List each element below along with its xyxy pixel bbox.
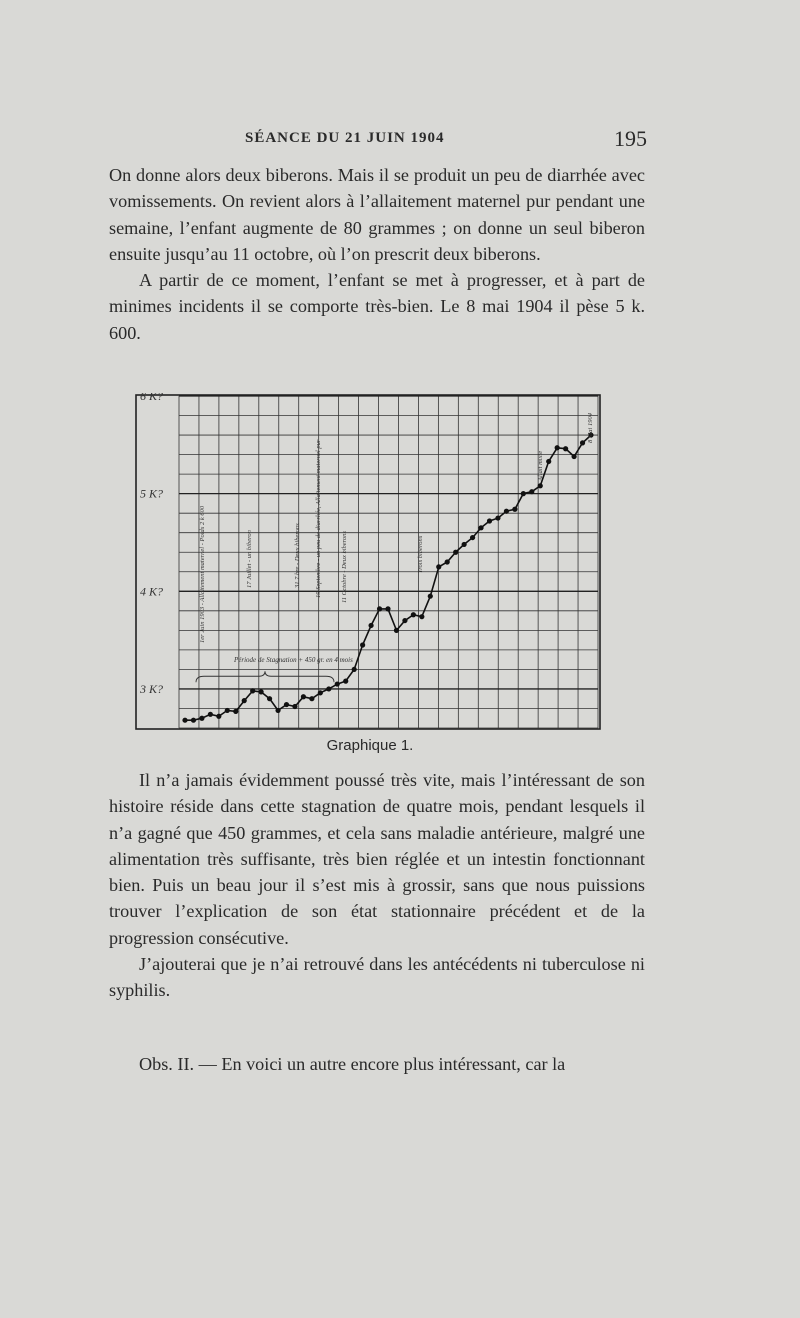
data-point xyxy=(275,708,280,713)
data-point xyxy=(250,688,255,693)
data-point xyxy=(453,550,458,555)
data-point xyxy=(470,535,475,540)
chart-annotation: 17 Juillet - un biberon xyxy=(246,530,253,588)
data-point xyxy=(377,606,382,611)
data-point xyxy=(419,614,424,619)
data-point xyxy=(352,667,357,672)
chart-annotation: 1er Juin 1903 - Allaitement maternel - Poids 2 k 600 xyxy=(199,505,206,643)
chart-annotation: Trois biberons xyxy=(417,535,424,573)
data-point xyxy=(495,515,500,520)
data-point xyxy=(343,679,348,684)
y-tick-label: 6 K? xyxy=(140,393,164,403)
data-point xyxy=(487,518,492,523)
chart-annotation: 8 Mai 1904 xyxy=(587,413,594,443)
data-point xyxy=(208,712,213,717)
data-point xyxy=(335,681,340,686)
data-point xyxy=(580,440,585,445)
data-point xyxy=(546,459,551,464)
chart-annotation: 11 Octobre - Deux biberons xyxy=(341,531,348,603)
chart-annotation: 19 Septembre - un peu de diarrhée, Allaitement maternel pur xyxy=(315,439,322,598)
paragraph: J’ajouterai que je n’ai retrouvé dans les antécédents ni tuberculose ni syphilis. xyxy=(109,954,645,1001)
stagnation-label: Période de Stagnation + 450 gr. en 4 mois xyxy=(234,656,353,665)
data-point xyxy=(309,696,314,701)
data-point xyxy=(529,489,534,494)
y-tick-label: 5 K? xyxy=(140,486,164,501)
page-number: 195 xyxy=(614,126,647,151)
chart-svg xyxy=(134,393,602,733)
data-point xyxy=(478,525,483,530)
body-text-top xyxy=(109,162,645,346)
weight-chart xyxy=(134,393,602,733)
data-point xyxy=(360,642,365,647)
data-point xyxy=(521,491,526,496)
data-point xyxy=(428,594,433,599)
body-text-bottom xyxy=(109,767,645,1004)
chart-annotation: 31 7 bre - Deux biberons xyxy=(294,523,301,588)
data-point xyxy=(182,718,187,723)
data-point xyxy=(411,612,416,617)
data-point xyxy=(385,606,390,611)
data-point xyxy=(292,704,297,709)
data-point xyxy=(318,690,323,695)
page-header xyxy=(0,128,800,152)
data-point xyxy=(225,708,230,713)
paragraph: Il n’a jamais évidemment poussé très vite, mais l’intéressant de son histoire réside dans cette stagnation de quatre mois, pendant lesquels il n’a gagné que 450 grammes, et cela sans maladie antérieure, malgré une alimentation très suffisante, très bien réglée et un intestin fonctionnant bien. Puis un beau jour il s’est mis à grossir, sans que nous puissions trouver l’explication de son état stationnaire précédent et de la progression consécutive. xyxy=(109,770,645,948)
data-point xyxy=(259,689,264,694)
paragraph: On donne alors deux biberons. Mais il se produit un peu de diarrhée avec vomissements. On revient alors à l’allaitement maternel pur pendant une semaine, l’enfant augmente de 80 grammes ; on donne un seul biberon ensuite jusqu’au 11 octobre, où l’on prescrit deux biberons. xyxy=(109,165,645,264)
data-point xyxy=(402,618,407,623)
data-point xyxy=(555,445,560,450)
data-point xyxy=(512,507,517,512)
data-point xyxy=(368,623,373,628)
data-point xyxy=(284,702,289,707)
chart-annotation: Allait mixte xyxy=(537,450,544,481)
data-point xyxy=(242,698,247,703)
data-point xyxy=(233,709,238,714)
y-tick-label: 3 K? xyxy=(140,681,164,696)
data-point xyxy=(504,509,509,514)
data-point xyxy=(394,628,399,633)
data-point xyxy=(462,542,467,547)
y-tick-label: 4 K? xyxy=(140,584,164,599)
data-point xyxy=(445,559,450,564)
data-point xyxy=(267,696,272,701)
data-point xyxy=(326,686,331,691)
obs-line-block xyxy=(109,1051,645,1077)
paragraph: A partir de ce moment, l’enfant se met à progresser, et à part de minimes incidents il se comporte très-bien. Le 8 mai 1904 il pèse 5 k. 600. xyxy=(109,270,645,343)
data-point xyxy=(571,454,576,459)
data-point xyxy=(436,564,441,569)
data-point xyxy=(538,483,543,488)
data-point xyxy=(191,718,196,723)
data-point xyxy=(216,714,221,719)
running-head: SÉANCE DU 21 JUIN 1904 xyxy=(245,130,445,146)
data-point xyxy=(563,446,568,451)
figure-caption: Graphique 1. xyxy=(326,737,414,754)
stagnation-brace xyxy=(196,671,334,682)
data-point xyxy=(301,694,306,699)
obs-line: Obs. II. — En voici un autre encore plus intéressant, car la xyxy=(139,1054,566,1074)
data-point xyxy=(199,716,204,721)
